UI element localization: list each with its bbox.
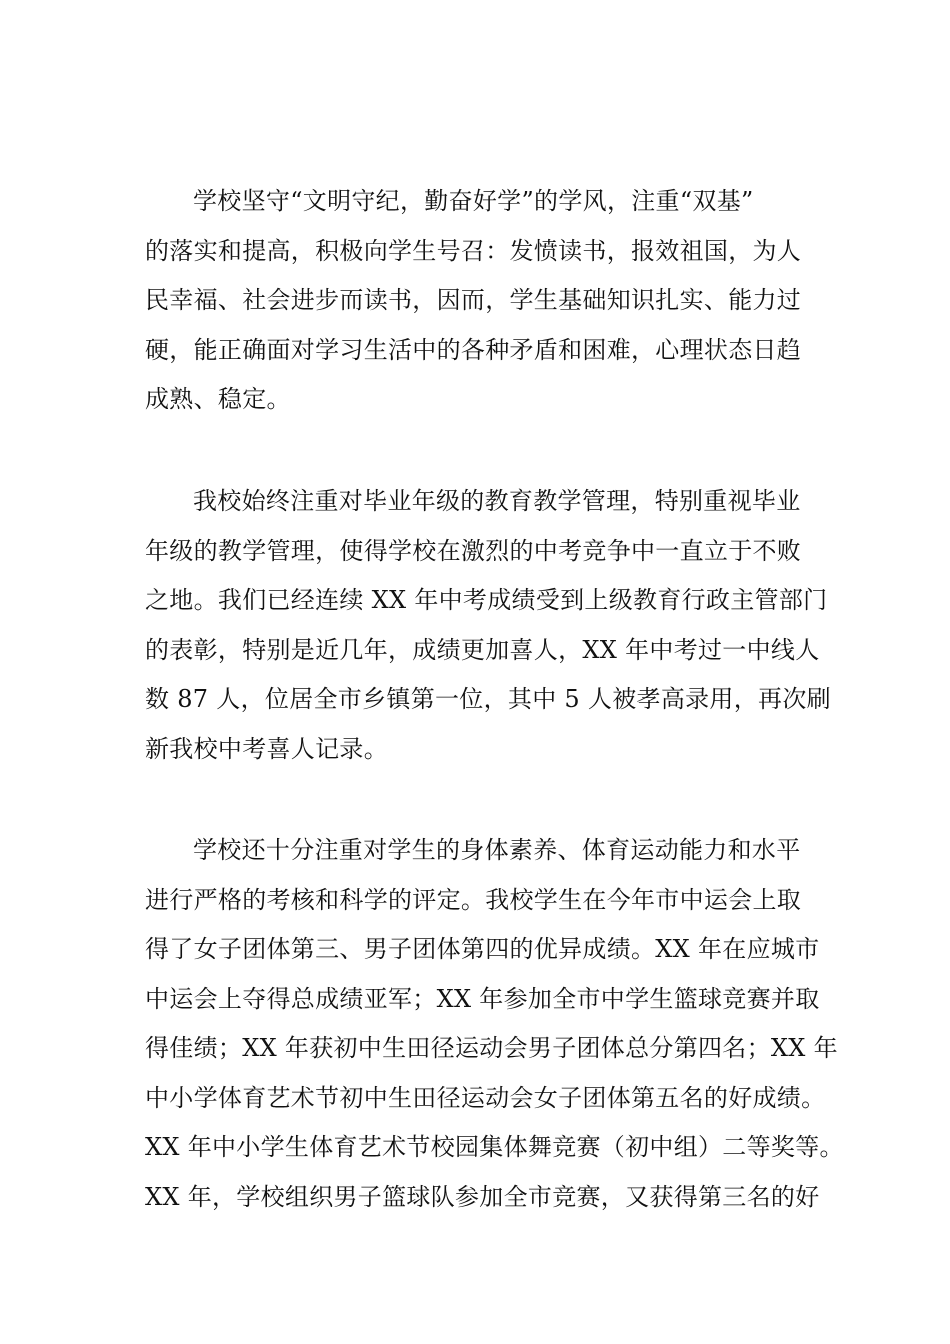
paragraph-physical-education: [145, 826, 844, 1222]
paragraph-line: 的落实和提高，积极向学生号召：发愤读书，报效祖国，为人: [145, 236, 802, 265]
paragraph-line: 得了女子团体第三、男子团体第四的优异成绩。XX 年在应城市: [145, 935, 820, 963]
paragraph-line: 数 87 人，位居全市乡镇第一位，其中 5 人被孝高录用，再次刷: [145, 685, 831, 713]
paragraph-line: 学校还十分注重对学生的身体素养、体育运动能力和水平: [193, 836, 801, 864]
paragraph-line: 硬，能正确面对学习生活中的各种矛盾和困难，心理状态日趋: [145, 335, 802, 364]
paragraph-line: XX 年，学校组织男子篮球队参加全市竞赛，又获得第三名的好: [145, 1182, 820, 1211]
paragraph-line: 学校坚守“文明守纪，勤奋好学”的学风，注重“双基”: [193, 187, 754, 215]
paragraph-study-style: [145, 177, 820, 425]
paragraph-line: 得佳绩；XX 年获初中生田径运动会男子团体总分第四名；XX 年: [145, 1034, 838, 1062]
paragraph-line: 中小学体育艺术节初中生田径运动会女子团体第五名的好成绩。: [145, 1083, 826, 1112]
paragraph-line: 年级的教学管理，使得学校在激烈的中考竞争中一直立于不败: [145, 536, 802, 565]
paragraph-line: XX 年中小学生体育艺术节校园集体舞竞赛（初中组）二等奖等。: [145, 1133, 844, 1161]
paragraph-line: 民幸福、社会进步而读书，因而，学生基础知识扎实、能力过: [145, 286, 802, 314]
paragraph-line: 我校始终注重对毕业年级的教育教学管理，特别重视毕业: [193, 487, 801, 515]
paragraph-line: 新我校中考喜人记录。: [145, 734, 388, 763]
paragraph-line: 进行严格的考核和科学的评定。我校学生在今年市中运会上取: [145, 885, 802, 914]
paragraph-graduation-management: [145, 477, 831, 774]
paragraph-line: 中运会上夺得总成绩亚军；XX 年参加全市中学生篮球竞赛并取: [145, 984, 820, 1013]
paragraph-line: 成熟、稳定。: [145, 385, 291, 413]
paragraph-line: 的表彰，特别是近几年，成绩更加喜人，XX 年中考过一中线人: [145, 635, 820, 664]
paragraph-line: 之地。我们已经连续 XX 年中考成绩受到上级教育行政主管部门: [145, 586, 828, 614]
